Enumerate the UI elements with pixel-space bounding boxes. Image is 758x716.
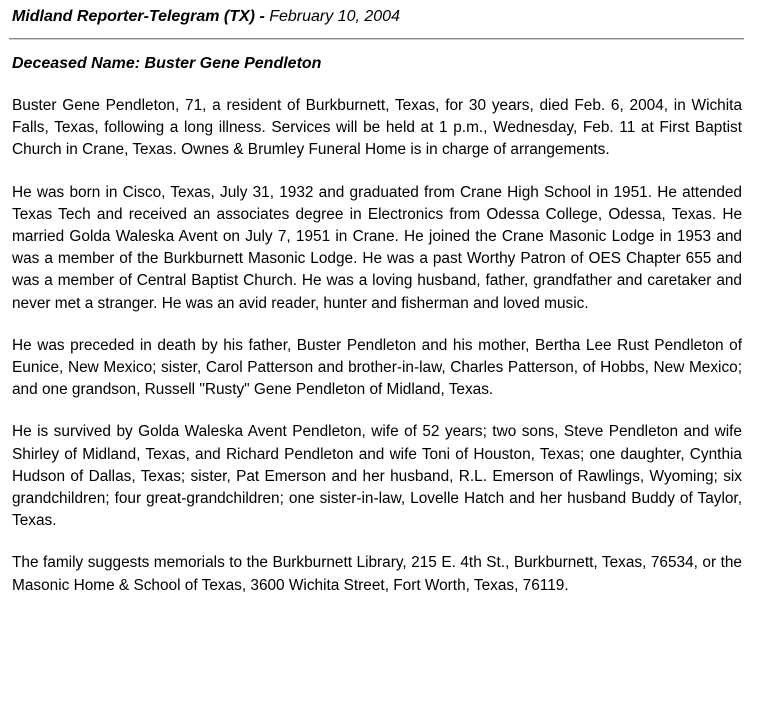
paragraph-biography: He was born in Cisco, Texas, July 31, 1932 and graduated from Crane High School in 1951. He attended Texas Tech and received an associates degree in Electronics from Odessa College, Odessa, Texas. He married Golda Waleska Avent on July 7, 1951 in Crane. He joined the Crane Masonic Lodge in 1953 and was a member of the Burkburnett Masonic Lodge. He was a past Worthy Patron of OES Chapter 655 and was a member of Central Baptist Church. He was a loving husband, father, grandfather and caretaker and never met a stranger. He was an avid reader, hunter and fisherman and loved music.	[12, 183, 742, 312]
masthead-separator: -	[259, 8, 265, 25]
deceased-name: Deceased Name: Buster Gene Pendleton	[12, 55, 322, 72]
paragraph-death-notice: Buster Gene Pendleton, 71, a resident of Burkburnett, Texas, for 30 years, died Feb. 6, 2004, in Wichita Falls, Texas, following a long illness. Services will be held at 1 p.m., Wednesday, Feb. 11 at First Baptist Church in Crane, Texas. Ownes & Brumley Funeral Home is in charge of arrangements.	[12, 97, 742, 159]
paragraph-memorials: The family suggests memorials to the Burkburnett Library, 215 E. 4th St., Burkburnett, Texas, 76534, or the Masonic Home & School of Texas, 3600 Wichita Street, Fort Worth, Texas, 76119.	[12, 554, 742, 594]
masthead	[12, 0, 742, 31]
obituary-body	[12, 95, 742, 617]
paragraph-survivors: He is survived by Golda Waleska Avent Pendleton, wife of 52 years; two sons, Steve Pendleton and wife Shirley of Midland, Texas, and Richard Pendleton and wife Toni of Houston, Texas; one daughter, Cynthia Hudson of Dallas, Texas; sister, Pat Emerson and her husband, R.L. Emerson of Rawlings, Wyoming; six grandchildren; four great-grandchildren; one sister-in-law, Lovelle Hatch and her husband Buddy of Taylor, Texas.	[12, 423, 742, 530]
paragraph-preceded-in-death: He was preceded in death by his father, Buster Pendleton and his mother, Bertha Lee Rust Pendleton of Eunice, New Mexico; sister, Carol Patterson and brother-in-law, Charles Patterson, of Hobbs, New Mexico; and one grandson, Russell "Rusty" Gene Pendleton of Midland, Texas.	[12, 336, 742, 399]
header-divider	[9, 38, 744, 40]
publication-name: Midland Reporter-Telegram (TX)	[12, 8, 255, 25]
publication-date: February 10, 2004	[269, 8, 400, 25]
